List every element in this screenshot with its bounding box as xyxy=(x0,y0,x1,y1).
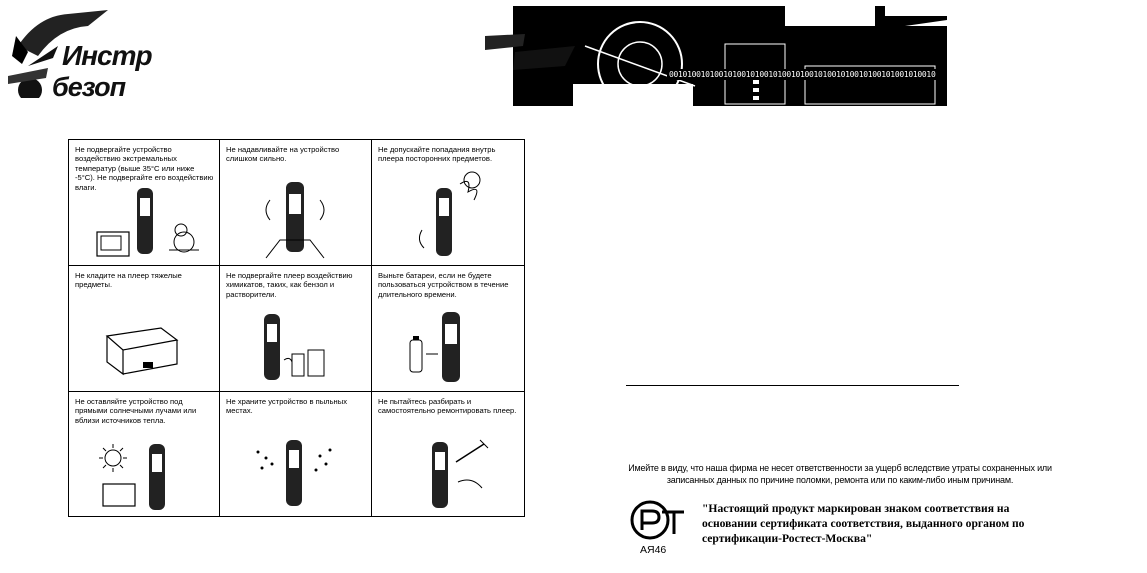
logo-line-2: безоп xyxy=(52,72,126,102)
banner-binary-text: 00101001010010100101001010010100101001010010100101001010010 xyxy=(669,70,936,79)
header-banner xyxy=(485,6,947,106)
warning-text: Не надавливайте на устройство слишком сильно. xyxy=(226,145,340,164)
warning-cell xyxy=(372,140,524,266)
warning-text: Не допускайте попадания внутрь плеера посторонних предметов. xyxy=(378,145,496,164)
warning-cell xyxy=(69,140,220,266)
warning-cell xyxy=(69,266,220,392)
certification-statement: "Настоящий продукт маркирован знаком соответствия на основании сертификата соответствия, выданного органом по сертификации-Ростест-Москва" xyxy=(702,502,1025,545)
certification-code: АЯ46 xyxy=(640,544,667,556)
warning-text: Не подвергайте устройство воздействию экстремальных температур (выше 35°C или ниже -5°C). Не подвергайте его воздействию влаги. xyxy=(75,145,214,192)
banner-graphic-icon xyxy=(485,6,947,106)
warning-cell xyxy=(372,392,524,516)
warning-cell xyxy=(220,140,372,266)
liability-notice xyxy=(620,462,1060,486)
liability-notice-line-2: записанных данных по причине поломки, ремонта или по каким-либо иным причинам. xyxy=(666,475,1014,485)
warning-text: Выньте батареи, если не будете пользоваться устройством в течение длительного времени. xyxy=(378,271,509,299)
divider-line xyxy=(626,385,959,386)
warning-text: Не храните устройство в пыльных местах. xyxy=(226,397,348,416)
warning-cell xyxy=(69,392,220,516)
logo xyxy=(8,6,158,102)
logo-line-1: Инстр xyxy=(62,40,152,71)
warning-text: Не оставляйте устройство под прямыми солнечными лучами или вблизи источников тепла. xyxy=(75,397,197,425)
safety-warnings-grid xyxy=(68,139,525,517)
warning-text: Не кладите на плеер тяжелые предметы. xyxy=(75,271,182,290)
liability-notice-line-1: Имейте в виду, что наша фирма не несет ответственности за ущерб вследствие утраты сохраненных или xyxy=(628,463,1052,473)
warning-cell xyxy=(220,266,372,392)
pct-certification-mark-icon xyxy=(628,500,688,550)
warning-text: Не пытайтесь разбирать и самостоятельно ремонтировать плеер. xyxy=(378,397,517,416)
warning-text: Не подвергайте плеер воздействию химикатов, таких, как бензол и растворители. xyxy=(226,271,353,299)
warning-cell xyxy=(220,392,372,516)
warning-cell xyxy=(372,266,524,392)
